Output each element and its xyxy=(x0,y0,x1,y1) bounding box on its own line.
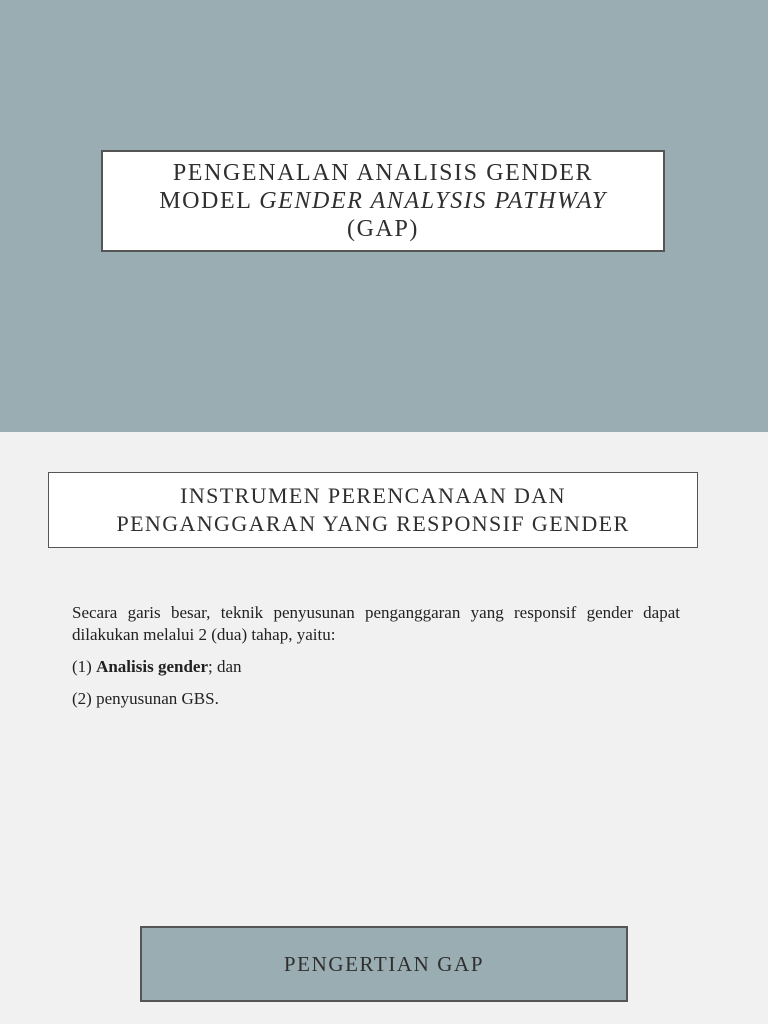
section-heading-box xyxy=(48,472,698,548)
title-box xyxy=(101,150,665,252)
list-item-1-bold: Analisis gender xyxy=(96,657,209,676)
list-item-1 xyxy=(72,656,680,678)
title-line-2-prefix: MODEL xyxy=(159,188,260,214)
intro-paragraph: Secara garis besar, teknik penyusunan penganggaran yang responsif gender dapat dilakukan melalui 2 (dua) tahap, yaitu: xyxy=(72,603,680,644)
title-line-1: PENGENALAN ANALISIS GENDER xyxy=(172,160,594,186)
list-item-1-prefix: (1) xyxy=(72,657,97,676)
list-item-2: (2) penyusunan GBS. xyxy=(72,689,219,708)
title-line-2 xyxy=(159,187,607,215)
list-item-1-suffix: ; dan xyxy=(208,657,242,676)
section-heading-line-1: INSTRUMEN PERENCANAAN DAN xyxy=(180,483,566,508)
section-heading-line-2: PENGANGGARAN YANG RESPONSIF GENDER xyxy=(116,511,630,536)
title-line-2-italic: GENDER ANALYSIS PATHWAY xyxy=(259,188,607,214)
slide-title-section xyxy=(0,0,768,432)
slide-instrumen-section xyxy=(0,432,768,1024)
body-text xyxy=(72,602,680,720)
pengertian-gap-label: PENGERTIAN GAP xyxy=(283,951,485,976)
title-line-3: (GAP) xyxy=(347,216,419,242)
pengertian-gap-box xyxy=(140,926,628,1002)
